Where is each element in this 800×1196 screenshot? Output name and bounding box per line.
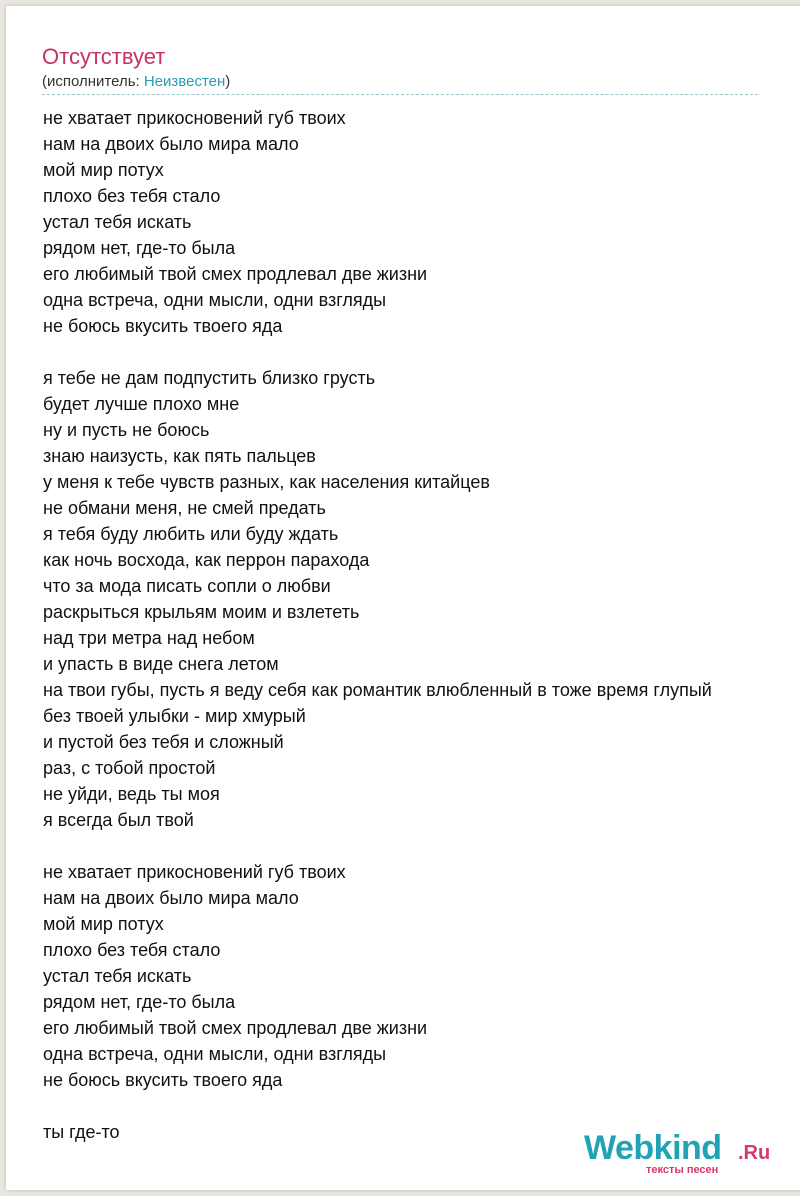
lyric-line: его любимый твой смех продлевал две жизни [43, 1018, 428, 1038]
lyric-line: над три метра над небом [43, 628, 255, 648]
lyric-line: раскрыться крыльям моим и взлететь [43, 602, 360, 622]
lyric-line: ты где-то [43, 1122, 120, 1142]
lyric-line: не хватает прикосновений губ твоих [43, 862, 346, 882]
lyric-line: знаю наизусть, как пять пальцев [43, 446, 316, 466]
artist-link[interactable]: Неизвестен [143, 73, 226, 90]
lyric-line: что за мода писать сопли о любви [43, 576, 331, 596]
logo-tagline: тексты песен [646, 1164, 719, 1176]
artist-suffix: ) [225, 73, 231, 90]
lyric-line: без твоей улыбки - мир хмурый [43, 706, 306, 726]
title-divider [42, 94, 758, 95]
lyric-line: не уйди, ведь ты моя [43, 784, 220, 804]
lyric-line: устал тебя искать [43, 966, 192, 986]
lyric-blank-line [43, 833, 712, 859]
lyric-line: плохо без тебя стало [43, 940, 221, 960]
song-title: Отсутствует [42, 44, 166, 69]
logo-wordmark: Webkind [584, 1129, 722, 1167]
lyric-line: как ночь восхода, как перрон парахода [43, 550, 370, 570]
lyric-line: на твои губы, пусть я веду себя как романтик влюбленный в тоже время глупый [43, 680, 712, 700]
lyric-line: рядом нет, где-то была [43, 992, 236, 1012]
lyric-line: у меня к тебе чувств разных, как населения китайцев [43, 472, 490, 492]
lyric-blank-line [43, 1093, 712, 1119]
lyric-line: раз, с тобой простой [43, 758, 216, 778]
lyric-line: не обмани меня, не смей предать [43, 498, 326, 518]
lyric-line: нам на двоих было мира мало [43, 888, 299, 908]
lyric-line: не боюсь вкусить твоего яда [43, 316, 283, 336]
lyric-line: одна встреча, одни мысли, одни взгляды [43, 290, 387, 310]
lyric-line: я тебя буду любить или буду ждать [43, 524, 339, 544]
lyric-line: одна встреча, одни мысли, одни взгляды [43, 1044, 387, 1064]
logo-tld: .Ru [738, 1142, 771, 1164]
lyric-line: я тебе не дам подпустить близко грусть [43, 368, 376, 388]
lyric-line: не боюсь вкусить твоего яда [43, 1070, 283, 1090]
lyric-line: я всегда был твой [43, 810, 194, 830]
webkind-logo[interactable] [584, 1128, 784, 1180]
artist-prefix: (исполнитель: [42, 73, 144, 90]
lyric-line: нам на двоих было мира мало [43, 134, 299, 154]
artist-line [42, 73, 230, 91]
lyric-line: и пустой без тебя и сложный [43, 732, 284, 752]
lyric-line: устал тебя искать [43, 212, 192, 232]
lyric-line: рядом нет, где-то была [43, 238, 236, 258]
lyric-line: мой мир потух [43, 160, 164, 180]
lyric-line: будет лучше плохо мне [43, 394, 240, 414]
lyrics-card [6, 6, 800, 1190]
lyric-line: его любимый твой смех продлевал две жизни [43, 264, 428, 284]
lyric-blank-line [43, 339, 712, 365]
lyric-line: ну и пусть не боюсь [43, 420, 210, 440]
lyric-line: мой мир потух [43, 914, 164, 934]
lyrics-text [43, 105, 712, 1145]
lyric-line: не хватает прикосновений губ твоих [43, 108, 346, 128]
lyric-line: плохо без тебя стало [43, 186, 221, 206]
lyric-line: и упасть в виде снега летом [43, 654, 279, 674]
